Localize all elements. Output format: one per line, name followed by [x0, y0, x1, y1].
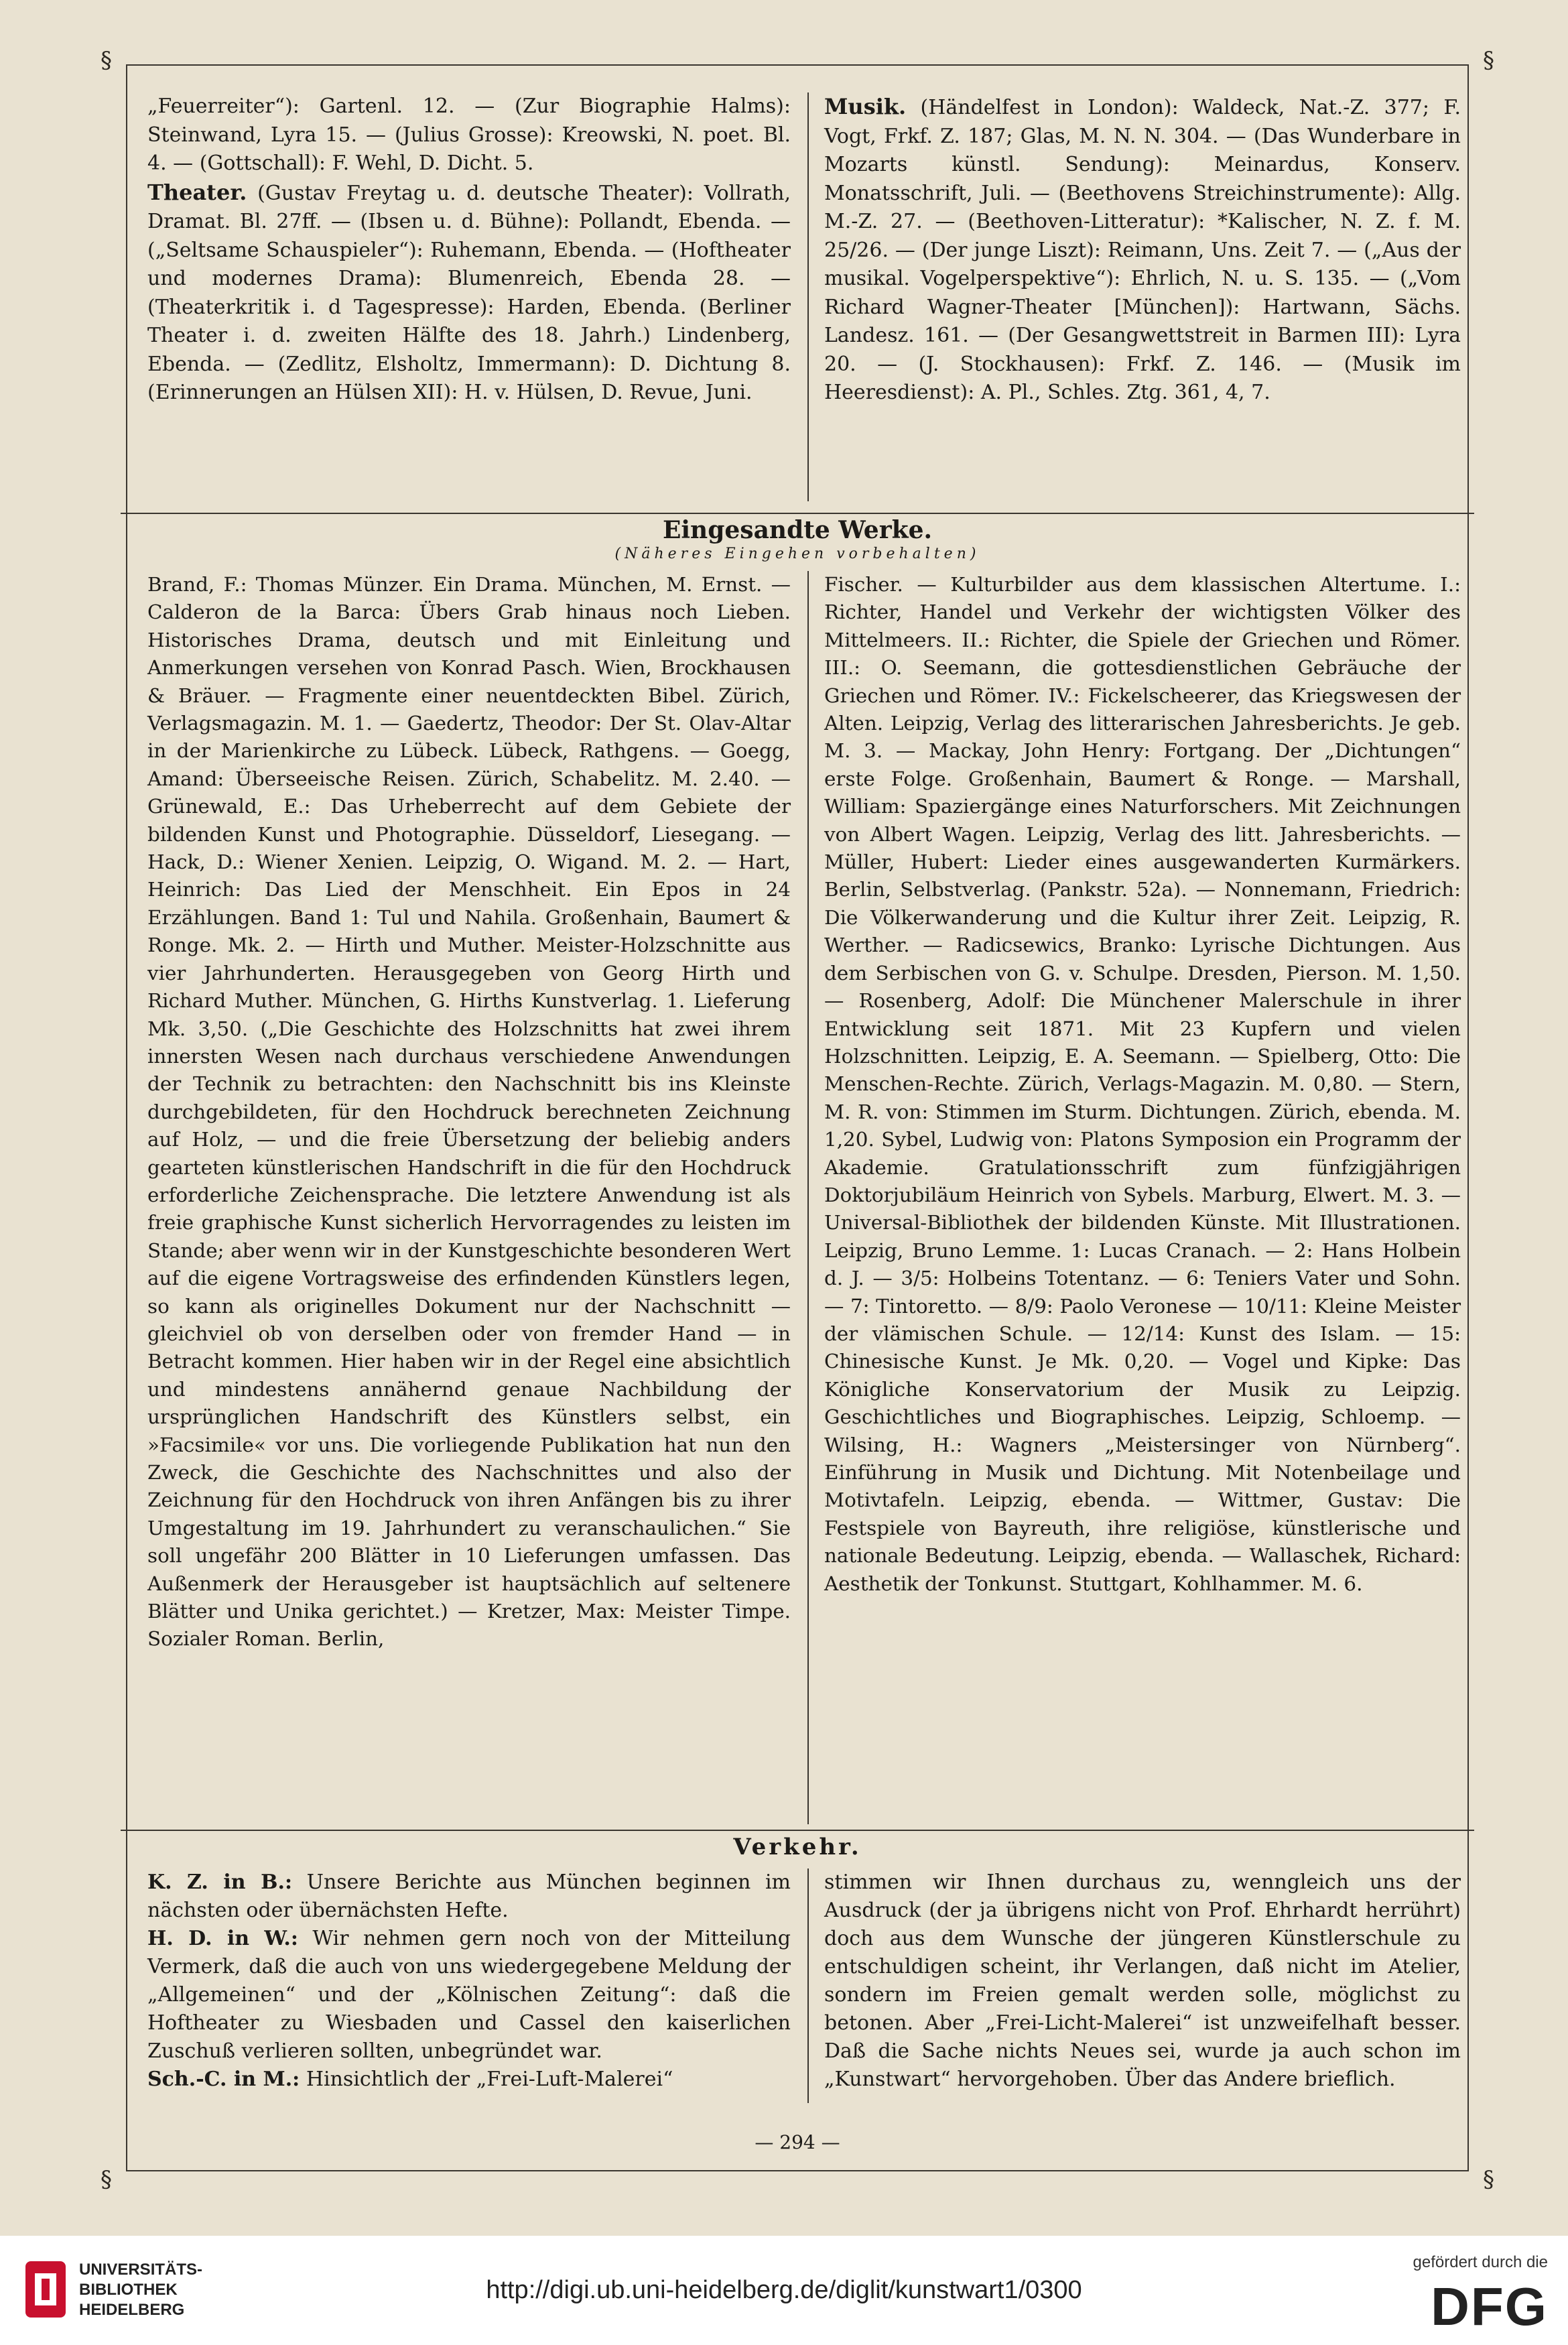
paragraph: „Feuerreiter“): Gartenl. 12. — (Zur Biographie Halms): Steinwand, Lyra 15. — (Julius Grosse): Kreowski, N. poet. Bl. 4. — (Gottschall): F. Wehl, D. Dicht. 5. — [147, 94, 791, 175]
verkehr-title: Verkehr. — [733, 1834, 862, 1860]
corner-ornament-icon: § — [1483, 2166, 1494, 2193]
verkehr-columns — [147, 1868, 1461, 2123]
label: Sch.-C. in M.: — [147, 2068, 300, 2091]
paragraph: Fischer. — Kulturbilder aus dem klassischen Altertume. I.: Richter, Handel und Verkehr der wichtigsten Völker des Mittelmeers. II.: Richter, die Spiele der Griechen und Römer. III.: O. Seemann, die gottesdienstlichen Gebräuche der Griechen und Römer. IV.: Fickelscheerer, das Kriegswesen der Alten. Leipzig, Verlag des litterarischen Jahresberichts. Je geb. M. 3. — Mackay, John Henry: Fortgang. Der „Dichtungen“ erste Folge. Großenhain, Baumert & Ronge. — Marshall, William: Spaziergänge eines Naturforschers. Mit Zeichnungen von Albert Wagen. Leipzig, Verlag des litt. Jahresberichts. — Müller, Hubert: Lieder eines ausgewanderten Kurmärkers. Berlin, Selbstverlag. (Pankstr. 52a). — Nonnemann, Friedrich: Die Völkerwanderung und die Kultur ihrer Zeit. Leipzig, R. Werther. — Radicsewics, Branko: Lyrische Dichtungen. Aus dem Serbischen von G. v. Schulpe. Dresden, Pierson. M. 1,50. — Rosenberg, Adolf: Die Münchener Malerschule in ihrer Entwicklung seit 1871. Mit 23 Kupfern und vielen Holzschnitten. Leipzig, E. A. Seemann. — Spielberg, Otto: Die Menschen-Rechte. Zürich, Verlags-Magazin. M. 0,80. — Stern, M. R. von: Stimmen im Sturm. Dichtungen. Zürich, ebenda. M. 1,20. Sybel, Ludwig von: Platons Symposion ein Programm der Akademie. Gratulationsschrift zum fünfzigjährigen Doktorjubiläum Heinrich von Sybels. Marburg, Elwert. M. 3. — Universal-Bibliothek der bildenden Künste. Mit Illustrationen. Leipzig, Bruno Lemme. 1: Lucas Cranach. — 2: Hans Holbein d. J. — 3/5: Holbeins Totentanz. — 6: Teniers Vater und Sohn. — 7: Tintoretto. — 8/9: Paolo Veronese — 10/11: Kleine Meister der vlämischen Schule. — 12/14: Kunst des Islam. — 15: Chinesische Kunst. Je Mk. 0,20. — Vogel und Kipke: Das Königliche Konservatorium der Musik zu Leipzig. Geschichtliches und Biographisches. Leipzig, Schloemp. — Wilsing, H.: Wagners „Meistersinger von Nürnberg“. Einführung in Musik und Dichtung. Mit Notenbeilage und Motivtafeln. Leipzig, ebenda. — Wittmer, Gustav: Die Festspiele von Bayreuth, ihre religiöse, künstlerische und nationale Bedeutung. Leipzig, ebenda. — Wallaschek, Richard: Aesthetik der Tonkunst. Stuttgart, Kohlhammer. M. 6. — [824, 573, 1461, 1595]
verkehr-left-column — [147, 1868, 791, 2094]
heading: Musik. — [824, 94, 907, 119]
paragraph — [147, 178, 791, 407]
corner-ornament-icon: § — [1483, 47, 1494, 74]
source-url[interactable]: http://digi.ub.uni-heidelberg.de/diglit/kunstwart1/0300 — [486, 2276, 1082, 2304]
paragraph-text: Unsere Berichte aus München beginnen im nächsten oder übernächsten Hefte. — [147, 1871, 791, 1922]
paragraph: stimmen wir Ihnen durchaus zu, wenngleich uns der Ausdruck (der ja übrigens nicht von Prof. Ehrhardt herrührt) doch aus dem Wunsche der jüngeren Künstlerschule zu entschuldigen scheint, ihr Verlangen, daß nicht im Atelier, sondern im Freien gemalt werden solle, möglichst zu betonen. Aber „Frei-Licht-Malerei“ ist unzweifelhaft besser. Daß die Sache nichts Neues sei, wurde ja auch schon im „Kunstwart“ hervorgehoben. Über das Andere brieflich. — [824, 1871, 1461, 2091]
paragraph-text: Wir nehmen gern noch von der Mitteilung Vermerk, daß die auch von uns wiedergegebene Meldung der „Allgemeinen“ und der „Kölnischen Zeitung“: daß die Hoftheater zu Wiesbaden und Cassel den kaiserlichen Zuschuß verlieren sollten, unbegründet war. — [147, 1927, 791, 2063]
corner-ornament-icon: § — [101, 2166, 112, 2193]
page — [101, 47, 1494, 2212]
footer-bar — [0, 2236, 1568, 2345]
top-left-column — [147, 92, 791, 407]
paragraph — [147, 1925, 791, 2066]
section-title: Eingesandte Werke. — [662, 516, 933, 544]
heading: Theater. — [147, 179, 247, 205]
paragraph-text: Hinsichtlich der „Frei-Luft-Malerei“ — [306, 2068, 673, 2091]
label: H. D. in W.: — [147, 1927, 298, 1950]
university-name-line: BIBLIOTHEK — [79, 2281, 178, 2299]
divider — [121, 513, 1474, 514]
paragraph: Brand, F.: Thomas Münzer. Ein Drama. München, M. Ernst. — Calderon de la Barca: Übers Grab hinaus noch Lieben. Historisches Drama, deutsch und mit Einleitung und Anmerkungen versehen von Konrad Pasch. Wien, Brockhausen & Bräuer. — Fragmente einer neuentdeckten Bibel. Zürich, Verlagsmagazin. M. 1. — Gaedertz, Theodor: Der St. Olav-Altar in der Marienkirche zu Lübeck. Lübeck, Rathgens. — Goegg, Amand: Überseeische Reisen. Zürich, Schabelitz. M. 2.40. — Grünewald, E.: Das Urheberrecht auf dem Gebiete der bildenden Kunst und Photographie. Düsseldorf, Liesegang. — Hack, D.: Wiener Xenien. Leipzig, O. Wigand. M. 2. — Hart, Heinrich: Das Lied der Menschheit. Ein Epos in 24 Erzählungen. Band 1: Tul und Nahila. Großenhain, Baumert & Ronge. Mk. 2. — Hirth und Muther. Meister-Holzschnitte aus vier Jahrhunderten. Herausgegeben von Georg Hirth und Richard Muther. München, G. Hirths Kunstverlag. 1. Lieferung Mk. 3,50. („Die Geschichte des Holzschnitts hat zwei ihrem innersten Wesen nach durchaus verschiedene Anwendungen der Technik zu betrachten: den Nachschnitt bis ins Kleinste durchgebildeten, für den Hochdruck berechneten Zeichnung auf Holz, — und die freie Übersetzung der beliebig anders gearteten künstlerischen Handschrift in die für den Hochdruck erforderliche Zeichensprache. Die letztere Anwendung ist als freie graphische Kunst sicherlich Hervorragendes zu leisten im Stande; aber wenn wir in der Kunstgeschichte besonderen Wert auf die eigene Vortragsweise des erfindenden Künstlers legen, so kann als originelles Dokument nur der Nachschnitt — gleichviel ob von derselben oder von fremder Hand — in Betracht kommen. Hier haben wir in der Regel eine absichtlich und mindestens annähernd genaue Nachbildung der ursprünglichen Handschrift des Künstlers selbst, ein »Facsimile« vor uns. Die vorliegende Publikation hat nun den Zweck, die Geschichte des Nachschnittes und also der Zeichnung für den Hochdruck von ihren Anfängen bis zu ihrer Umgestaltung im 19. Jahrhundert zu veranschaulichen.“ Sie soll ungefähr 200 Blätter in 10 Lieferungen umfassen. Das Außenmerk der Herausgeber ist hauptsächlich auf seltenere Blätter und Unika gerichtet.) — Kretzer, Max: Meister Timpe. Sozialer Roman. Berlin, — [147, 573, 791, 1651]
column-divider — [807, 92, 809, 501]
university-name-line: HEIDELBERG — [79, 2301, 185, 2319]
paragraph-text: (Gustav Freytag u. d. deutsche Theater): Vollrath, Dramat. Bl. 27ff. — (Ibsen u. d. Bühne): Pollandt, Ebenda. — („Seltsame Schauspieler“): Ruhemann, Ebenda. — (Hoftheater und modernes Drama): Blumenreich, Ebenda 28. — (Theaterkritik i. d Tagespresse): Harden, Ebenda. (Berliner Theater i. d. zweiten Hälfte des 18. Jahrh.) Lindenberg, Ebenda. — (Zedlitz, Elsholtz, Immermann): D. Dichtung 8. (Erinnerungen an Hülsen XII): H. v. Hülsen, D. Revue, Juni. — [147, 181, 791, 404]
top-columns — [147, 92, 1461, 495]
works-columns — [147, 571, 1461, 1831]
corner-ornament-icon: § — [101, 47, 112, 74]
verkehr-right-column — [824, 1868, 1461, 2094]
section-subtitle: (Näheres Eingehen vorbehalten) — [614, 546, 980, 562]
funding-label: gefördert durch die — [1413, 2253, 1548, 2271]
column-divider — [807, 1868, 809, 2103]
top-right-column — [824, 92, 1461, 407]
divider — [121, 1830, 1474, 1831]
paragraph — [147, 1868, 791, 1925]
label: K. Z. in B.: — [147, 1871, 293, 1894]
column-divider — [807, 571, 809, 1824]
paragraph-text: (Händelfest in London): Waldeck, Nat.-Z. 377; F. Vogt, Frkf. Z. 187; Glas, M. N. N. 304. — (Das Wunderbare in Mozarts künstl. Sendung): Meinardus, Konserv. Monatsschrift, Juli. — (Beethovens Streichinstrumente): Allg. M.-Z. 27. — (Beethoven-Litteratur): *Kalischer, N. Z. f. M. 25/26. — (Der junge Liszt): Reimann, Uns. Zeit 7. — („Aus der musikal. Vogelperspektive“): Ehrlich, N. u. S. 135. — („Vom Richard Wagner-Theater [München]): Hartwann, Sächs. Landesz. 161. — (Der Gesangwettstreit in Barmen III): Lyra 20. — (J. Stockhausen): Frkf. Z. 146. — (Musik im Heeresdienst): A. Pl., Schles. Ztg. 361, 4, 7. — [824, 96, 1461, 404]
dfg-logo: DFG — [1431, 2277, 1548, 2336]
paragraph — [824, 92, 1461, 407]
page-number: — 294 — — [755, 2131, 840, 2153]
works-right-column — [824, 571, 1461, 1598]
works-left-column — [147, 571, 791, 1653]
paragraph — [147, 2066, 791, 2094]
university-name-line: UNIVERSITÄTS- — [79, 2261, 203, 2279]
